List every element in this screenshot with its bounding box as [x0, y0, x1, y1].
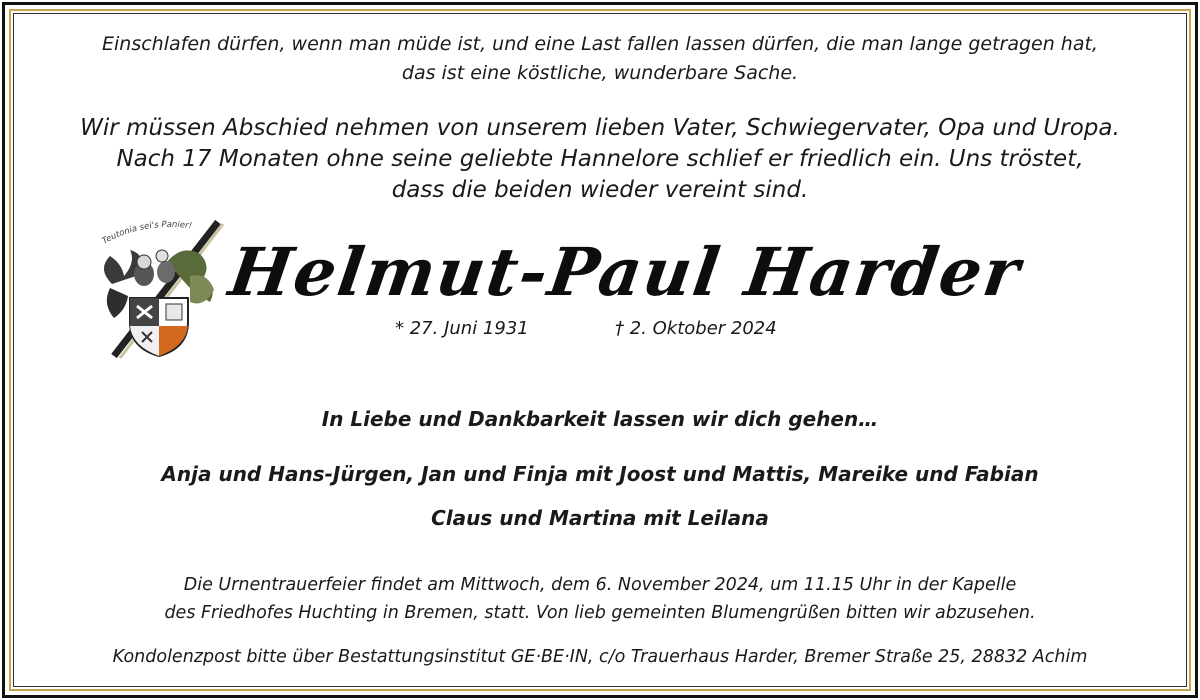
death-date: † 2. Oktober 2024 [615, 318, 777, 339]
intro-text [0, 113, 1200, 206]
deceased-name: Helmut-Paul Harder [224, 233, 1027, 311]
life-dates [395, 318, 815, 339]
service-line-1: Die Urnentrauerfeier findet am Mittwoch, dem 6. November 2024, um 11.15 Uhr in der Kapelle [183, 575, 1017, 595]
motto-line-2: das ist eine köstliche, wunderbare Sache. [401, 62, 799, 84]
intro-line-3: dass die beiden wieder vereint sind. [391, 177, 809, 203]
fraternity-coat-of-arms-icon [92, 214, 227, 360]
family-line-1: Anja und Hans-Jürgen, Jan und Finja mit Joost und Mattis, Mareike und Fabian [161, 462, 1039, 486]
birth-date: * 27. Juni 1931 [395, 318, 529, 339]
family-line-2: Claus und Martina mit Leilana [431, 506, 769, 530]
motto-line-1: Einschlafen dürfen, wenn man müde ist, und eine Last fallen lassen dürfen, die man lange getragen hat, [102, 33, 1098, 55]
service-info [0, 571, 1200, 627]
intro-line-1: Wir müssen Abschied nehmen von unserem lieben Vater, Schwiegervater, Opa und Uropa. [80, 115, 1120, 141]
crest-motto: Teutonia sei's Panier! [100, 219, 193, 247]
svg-text:Teutonia sei's Panier! [101, 220, 193, 247]
service-line-2: des Friedhofes Huchting in Bremen, statt. Von lieb gemeinten Blumengrüßen bitten wir abzusehen. [164, 603, 1036, 623]
motto-quote [0, 30, 1200, 88]
intro-line-2: Nach 17 Monaten ohne seine geliebte Hannelore schlief er friedlich ein. Uns tröstet, [116, 146, 1084, 172]
farewell-line: In Liebe und Dankbarkeit lassen wir dich gehen… [321, 407, 879, 431]
condolence-address: Kondolenzpost bitte über Bestattungsinstitut GE·BE·IN, c/o Trauerhaus Harder, Bremer Straße 25, 28832 Achim [112, 647, 1088, 667]
